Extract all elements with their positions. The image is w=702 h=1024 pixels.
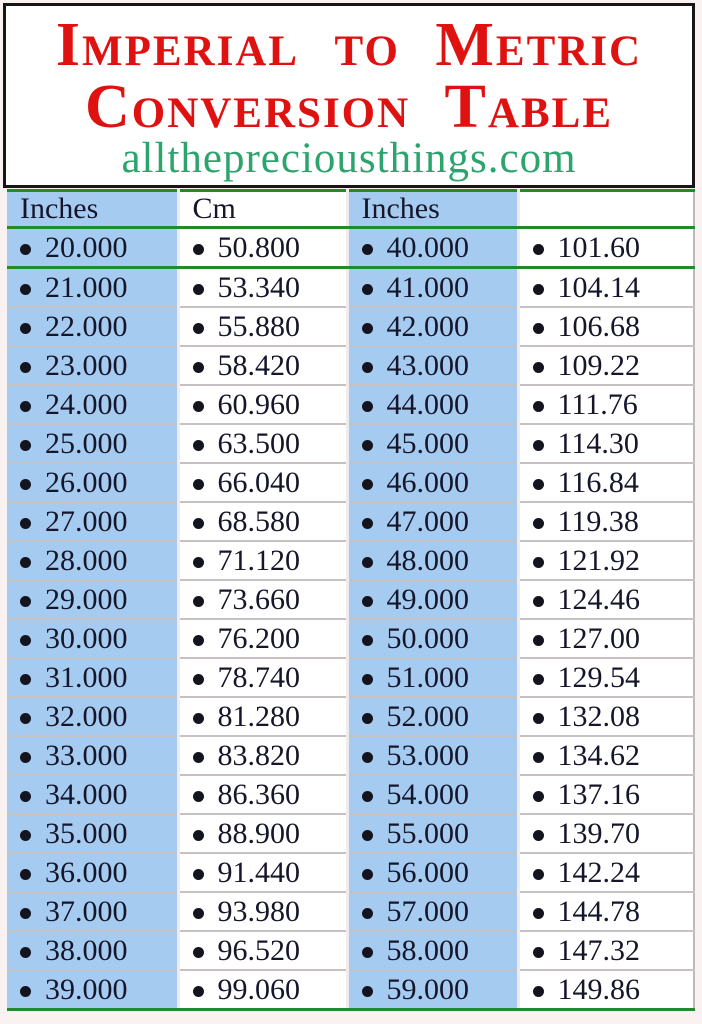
- inches-left-cell: [7, 385, 178, 424]
- cm-left-cell: [178, 892, 347, 931]
- bullet-icon: [362, 830, 373, 841]
- cell-value: 55.880: [217, 309, 300, 343]
- inches-left-cell: [7, 775, 178, 814]
- cell-value: 57.000: [386, 894, 469, 928]
- inches-left-cell: [7, 931, 178, 970]
- cell-value: 59.000: [386, 972, 469, 1006]
- inches-right-cell: [347, 541, 518, 580]
- cm-left-cell: [178, 463, 347, 502]
- column-header-inches-left: Inches: [7, 191, 178, 228]
- cell-value: 76.200: [217, 621, 300, 655]
- cell-value: 56.000: [386, 855, 469, 889]
- cell-value: 111.76: [557, 387, 638, 421]
- cell-value: 36.000: [45, 855, 128, 889]
- bullet-icon: [20, 518, 31, 529]
- cell-value: 58.420: [217, 348, 300, 382]
- bullet-icon: [533, 674, 544, 685]
- bullet-icon: [362, 557, 373, 568]
- inches-left-cell: [7, 619, 178, 658]
- inches-left-cell: [7, 892, 178, 931]
- inches-right-cell: [347, 463, 518, 502]
- cell-value: 119.38: [557, 504, 639, 538]
- cell-value: 137.16: [557, 777, 640, 811]
- bullet-icon: [362, 518, 373, 529]
- bullet-icon: [20, 440, 31, 451]
- cm-right-cell: [518, 268, 694, 308]
- table-row: [7, 853, 694, 892]
- table-row: [7, 658, 694, 697]
- table-row: [7, 775, 694, 814]
- cell-value: 96.520: [217, 933, 300, 967]
- inches-right-cell: [347, 658, 518, 697]
- bullet-icon: [20, 362, 31, 373]
- inches-left-cell: [7, 502, 178, 541]
- inches-left-cell: [7, 853, 178, 892]
- cell-value: 81.280: [217, 699, 300, 733]
- bullet-icon: [533, 713, 544, 724]
- bullet-icon: [20, 908, 31, 919]
- cm-left-cell: [178, 228, 347, 268]
- bullet-icon: [193, 362, 204, 373]
- cell-value: 24.000: [45, 387, 128, 421]
- header-box: [3, 3, 695, 188]
- cell-value: 129.54: [557, 660, 640, 694]
- cell-value: 32.000: [45, 699, 128, 733]
- bullet-icon: [533, 596, 544, 607]
- bullet-icon: [362, 908, 373, 919]
- bullet-icon: [362, 479, 373, 490]
- bullet-icon: [20, 557, 31, 568]
- bullet-icon: [533, 401, 544, 412]
- page-title-line2: Conversion Table: [84, 73, 614, 141]
- cm-left-cell: [178, 268, 347, 308]
- bullet-icon: [533, 986, 544, 997]
- cm-left-cell: [178, 697, 347, 736]
- cell-value: 93.980: [217, 894, 300, 928]
- inches-left-cell: [7, 814, 178, 853]
- bullet-icon: [193, 244, 204, 255]
- table-row: [7, 268, 694, 308]
- bullet-icon: [193, 440, 204, 451]
- cell-value: 58.000: [386, 933, 469, 967]
- cell-value: 139.70: [557, 816, 640, 850]
- table-body: [7, 228, 694, 1010]
- cell-value: 116.84: [557, 465, 639, 499]
- bullet-icon: [193, 947, 204, 958]
- cm-left-cell: [178, 658, 347, 697]
- cell-value: 60.960: [217, 387, 300, 421]
- cell-value: 73.660: [217, 582, 300, 616]
- bullet-icon: [20, 830, 31, 841]
- inches-right-cell: [347, 346, 518, 385]
- table-row: [7, 541, 694, 580]
- cell-value: 71.120: [217, 543, 300, 577]
- cell-value: 132.08: [557, 699, 640, 733]
- cell-value: 22.000: [45, 309, 128, 343]
- cell-value: 29.000: [45, 582, 128, 616]
- bullet-icon: [362, 947, 373, 958]
- cell-value: 28.000: [45, 543, 128, 577]
- cell-value: 25.000: [45, 426, 128, 460]
- inches-right-cell: [347, 853, 518, 892]
- cm-right-cell: [518, 307, 694, 346]
- cell-value: 30.000: [45, 621, 128, 655]
- cm-right-cell: [518, 970, 694, 1010]
- inches-right-cell: [347, 775, 518, 814]
- cell-value: 63.500: [217, 426, 300, 460]
- bullet-icon: [362, 284, 373, 295]
- inches-left-cell: [7, 424, 178, 463]
- bullet-icon: [533, 869, 544, 880]
- cm-right-cell: [518, 892, 694, 931]
- bullet-icon: [193, 830, 204, 841]
- bullet-icon: [193, 752, 204, 763]
- inches-right-cell: [347, 814, 518, 853]
- table-row: [7, 931, 694, 970]
- inches-right-cell: [347, 619, 518, 658]
- bullet-icon: [20, 401, 31, 412]
- cm-left-cell: [178, 580, 347, 619]
- cell-value: 53.340: [217, 270, 300, 304]
- cell-value: 104.14: [557, 270, 640, 304]
- bullet-icon: [193, 557, 204, 568]
- cm-left-cell: [178, 970, 347, 1010]
- bullet-icon: [20, 244, 31, 255]
- cm-left-cell: [178, 931, 347, 970]
- inches-left-cell: [7, 658, 178, 697]
- bullet-icon: [193, 908, 204, 919]
- inches-left-cell: [7, 580, 178, 619]
- cm-right-cell: [518, 931, 694, 970]
- cm-right-cell: [518, 541, 694, 580]
- table-row: [7, 580, 694, 619]
- cm-left-cell: [178, 502, 347, 541]
- cm-right-cell: [518, 697, 694, 736]
- cell-value: 33.000: [45, 738, 128, 772]
- cell-value: 42.000: [386, 309, 469, 343]
- bullet-icon: [362, 986, 373, 997]
- cell-value: 142.24: [557, 855, 640, 889]
- cm-left-cell: [178, 307, 347, 346]
- cell-value: 49.000: [386, 582, 469, 616]
- bullet-icon: [533, 557, 544, 568]
- cm-left-cell: [178, 853, 347, 892]
- cell-value: 99.060: [217, 972, 300, 1006]
- cm-right-cell: [518, 346, 694, 385]
- cm-right-cell: [518, 775, 694, 814]
- cell-value: 50.800: [217, 230, 300, 264]
- cell-value: 37.000: [45, 894, 128, 928]
- bullet-icon: [362, 869, 373, 880]
- inches-right-cell: [347, 307, 518, 346]
- column-header-inches-right: Inches: [347, 191, 518, 228]
- table-row: [7, 970, 694, 1010]
- bullet-icon: [193, 986, 204, 997]
- table-header-row: [7, 191, 694, 228]
- bullet-icon: [533, 479, 544, 490]
- bullet-icon: [362, 752, 373, 763]
- cm-left-cell: [178, 346, 347, 385]
- bullet-icon: [533, 284, 544, 295]
- cell-value: 23.000: [45, 348, 128, 382]
- cell-value: 55.000: [386, 816, 469, 850]
- inches-left-cell: [7, 463, 178, 502]
- bullet-icon: [193, 518, 204, 529]
- column-header-cm-right: [518, 191, 694, 228]
- cell-value: 21.000: [45, 270, 128, 304]
- bullet-icon: [362, 244, 373, 255]
- table-row: [7, 736, 694, 775]
- cell-value: 149.86: [557, 972, 640, 1006]
- cell-value: 124.46: [557, 582, 640, 616]
- cell-value: 144.78: [557, 894, 640, 928]
- bullet-icon: [533, 791, 544, 802]
- bullet-icon: [533, 440, 544, 451]
- bullet-icon: [533, 244, 544, 255]
- bullet-icon: [362, 791, 373, 802]
- inches-left-cell: [7, 307, 178, 346]
- cell-value: 46.000: [386, 465, 469, 499]
- inches-left-cell: [7, 346, 178, 385]
- bullet-icon: [193, 323, 204, 334]
- bullet-icon: [362, 401, 373, 412]
- cell-value: 54.000: [386, 777, 469, 811]
- cm-right-cell: [518, 853, 694, 892]
- cm-left-cell: [178, 619, 347, 658]
- cell-value: 27.000: [45, 504, 128, 538]
- table-row: [7, 385, 694, 424]
- table-row: [7, 892, 694, 931]
- table-row: [7, 228, 694, 268]
- bullet-icon: [533, 752, 544, 763]
- cm-right-cell: [518, 580, 694, 619]
- cell-value: 114.30: [557, 426, 639, 460]
- cell-value: 26.000: [45, 465, 128, 499]
- bullet-icon: [533, 635, 544, 646]
- bullet-icon: [362, 713, 373, 724]
- inches-right-cell: [347, 892, 518, 931]
- cm-right-cell: [518, 814, 694, 853]
- bullet-icon: [533, 518, 544, 529]
- inches-right-cell: [347, 268, 518, 308]
- bullet-icon: [533, 323, 544, 334]
- bullet-icon: [362, 362, 373, 373]
- cell-value: 121.92: [557, 543, 640, 577]
- inches-right-cell: [347, 697, 518, 736]
- cell-value: 38.000: [45, 933, 128, 967]
- cell-value: 86.360: [217, 777, 300, 811]
- bullet-icon: [193, 284, 204, 295]
- cell-value: 88.900: [217, 816, 300, 850]
- cell-value: 106.68: [557, 309, 640, 343]
- bullet-icon: [362, 323, 373, 334]
- cell-value: 31.000: [45, 660, 128, 694]
- cell-value: 109.22: [557, 348, 640, 382]
- cm-left-cell: [178, 736, 347, 775]
- cell-value: 39.000: [45, 972, 128, 1006]
- inches-right-cell: [347, 228, 518, 268]
- bullet-icon: [362, 635, 373, 646]
- cell-value: 48.000: [386, 543, 469, 577]
- bullet-icon: [193, 479, 204, 490]
- cell-value: 91.440: [217, 855, 300, 889]
- inches-left-cell: [7, 228, 178, 268]
- table-row: [7, 502, 694, 541]
- cell-value: 127.00: [557, 621, 640, 655]
- cell-value: 134.62: [557, 738, 640, 772]
- bullet-icon: [533, 362, 544, 373]
- cm-left-cell: [178, 775, 347, 814]
- cell-value: 47.000: [386, 504, 469, 538]
- cm-right-cell: [518, 736, 694, 775]
- cm-left-cell: [178, 541, 347, 580]
- inches-left-cell: [7, 736, 178, 775]
- cell-value: 43.000: [386, 348, 469, 382]
- bullet-icon: [20, 479, 31, 490]
- cell-value: 45.000: [386, 426, 469, 460]
- bullet-icon: [193, 596, 204, 607]
- cell-value: 101.60: [557, 230, 640, 264]
- bullet-icon: [193, 674, 204, 685]
- table-row: [7, 424, 694, 463]
- cell-value: 68.580: [217, 504, 300, 538]
- website-text: allthepreciousthings.com: [121, 135, 577, 182]
- cell-value: 53.000: [386, 738, 469, 772]
- bullet-icon: [533, 830, 544, 841]
- bullet-icon: [20, 947, 31, 958]
- bullet-icon: [362, 440, 373, 451]
- cell-value: 35.000: [45, 816, 128, 850]
- bullet-icon: [193, 713, 204, 724]
- cm-right-cell: [518, 619, 694, 658]
- bullet-icon: [362, 596, 373, 607]
- cm-right-cell: [518, 424, 694, 463]
- table-row: [7, 619, 694, 658]
- cell-value: 147.32: [557, 933, 640, 967]
- cell-value: 83.820: [217, 738, 300, 772]
- bullet-icon: [533, 908, 544, 919]
- cell-value: 78.740: [217, 660, 300, 694]
- inches-left-cell: [7, 541, 178, 580]
- bullet-icon: [193, 869, 204, 880]
- table-row: [7, 346, 694, 385]
- bullet-icon: [533, 947, 544, 958]
- bullet-icon: [193, 401, 204, 412]
- inches-right-cell: [347, 970, 518, 1010]
- bullet-icon: [20, 284, 31, 295]
- table-row: [7, 814, 694, 853]
- cell-value: 41.000: [386, 270, 469, 304]
- inches-right-cell: [347, 502, 518, 541]
- inches-right-cell: [347, 424, 518, 463]
- cell-value: 50.000: [386, 621, 469, 655]
- cell-value: 40.000: [386, 230, 469, 264]
- cm-left-cell: [178, 385, 347, 424]
- bullet-icon: [20, 674, 31, 685]
- table-row: [7, 463, 694, 502]
- bullet-icon: [20, 869, 31, 880]
- inches-right-cell: [347, 580, 518, 619]
- bullet-icon: [193, 791, 204, 802]
- cell-value: 66.040: [217, 465, 300, 499]
- cell-value: 34.000: [45, 777, 128, 811]
- bullet-icon: [193, 635, 204, 646]
- conversion-table: [7, 189, 695, 1011]
- inches-left-cell: [7, 970, 178, 1010]
- bullet-icon: [20, 752, 31, 763]
- table-row: [7, 307, 694, 346]
- table-row: [7, 697, 694, 736]
- inches-right-cell: [347, 931, 518, 970]
- cell-value: 52.000: [386, 699, 469, 733]
- page-title-line1: Imperial to Metric: [55, 11, 643, 79]
- inches-right-cell: [347, 385, 518, 424]
- bullet-icon: [20, 596, 31, 607]
- cm-right-cell: [518, 502, 694, 541]
- bullet-icon: [20, 791, 31, 802]
- cm-right-cell: [518, 463, 694, 502]
- cm-right-cell: [518, 658, 694, 697]
- inches-right-cell: [347, 736, 518, 775]
- cell-value: 44.000: [386, 387, 469, 421]
- bullet-icon: [20, 635, 31, 646]
- inches-left-cell: [7, 268, 178, 308]
- inches-left-cell: [7, 697, 178, 736]
- cm-left-cell: [178, 424, 347, 463]
- cm-right-cell: [518, 228, 694, 268]
- cell-value: 20.000: [45, 230, 128, 264]
- bullet-icon: [20, 713, 31, 724]
- column-header-cm-left: Cm: [178, 191, 347, 228]
- cm-left-cell: [178, 814, 347, 853]
- bullet-icon: [20, 986, 31, 997]
- bullet-icon: [20, 323, 31, 334]
- bullet-icon: [362, 674, 373, 685]
- cm-right-cell: [518, 385, 694, 424]
- cell-value: 51.000: [386, 660, 469, 694]
